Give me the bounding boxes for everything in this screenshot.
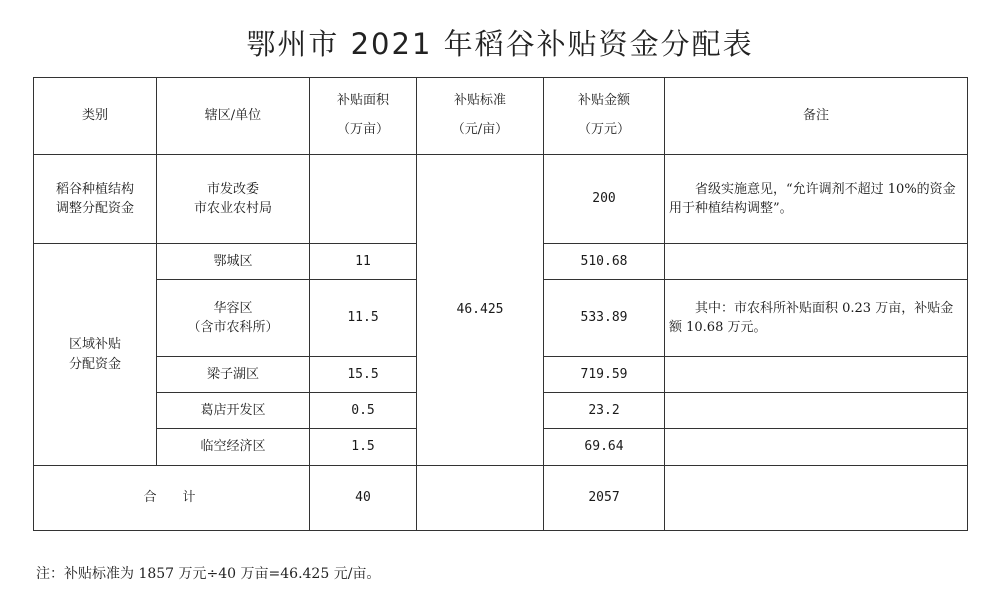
- remark-liangzihu: [665, 357, 968, 393]
- unit-echeng: 鄂城区: [157, 244, 310, 280]
- area-huarong: 11.5: [310, 280, 417, 357]
- header-standard: [417, 78, 544, 155]
- amount-liangzihu: 719.59: [544, 357, 665, 393]
- unit-adjust-line2: 市农业农村局: [193, 201, 272, 216]
- table-row: [34, 155, 968, 244]
- header-standard-line2: （元/亩）: [451, 122, 509, 137]
- area-adjust: [310, 155, 417, 244]
- category-regional-line1: 区域补贴: [68, 337, 121, 352]
- remark-echeng: [665, 244, 968, 280]
- header-area-line2: （万亩）: [336, 122, 389, 137]
- total-amount: 2057: [544, 466, 665, 531]
- footnote: 注：补贴标准为 1857 万元÷40 万亩=46.425 元/亩。: [36, 566, 381, 582]
- area-liangzihu: 15.5: [310, 357, 417, 393]
- unit-liangzihu: 梁子湖区: [157, 357, 310, 393]
- header-amount: [544, 78, 665, 155]
- category-regional-line2: 分配资金: [68, 356, 121, 372]
- area-echeng: 11: [310, 244, 417, 280]
- remark-gedian: [665, 393, 968, 429]
- remark-adjust-text: 省级实施意见，“允许调剂不超过 10%的资金用于种植结构调整”。: [669, 181, 956, 216]
- total-area: 40: [310, 466, 417, 531]
- unit-gedian: 葛店开发区: [157, 393, 310, 429]
- header-amount-line1: 补贴金额: [577, 93, 630, 109]
- amount-gedian: 23.2: [544, 393, 665, 429]
- area-gedian: 0.5: [310, 393, 417, 429]
- amount-adjust: 200: [544, 155, 665, 244]
- unit-adjust: [157, 155, 310, 244]
- total-row: [34, 466, 968, 531]
- category-adjust-line2: 调整分配资金: [55, 201, 134, 216]
- remark-huarong-text: 其中：市农科所补贴面积 0.23 万亩，补贴金额 10.68 万元。: [669, 300, 954, 335]
- remark-linkong: [665, 429, 968, 466]
- unit-huarong-line1: 华容区: [213, 300, 253, 316]
- remark-huarong: [665, 280, 968, 357]
- category-adjust: [34, 155, 157, 244]
- header-unit: 辖区/单位: [157, 78, 310, 155]
- subsidy-table: [33, 77, 968, 531]
- header-remark: 备注: [665, 78, 968, 155]
- total-standard: [417, 466, 544, 531]
- unit-huarong: [157, 280, 310, 357]
- unit-huarong-line2: （含市农科所）: [187, 320, 279, 335]
- total-remark: [665, 466, 968, 531]
- category-adjust-line1: 稻谷种植结构: [55, 181, 134, 197]
- unit-linkong: 临空经济区: [157, 429, 310, 466]
- area-linkong: 1.5: [310, 429, 417, 466]
- unit-adjust-line1: 市发改委: [206, 181, 259, 197]
- header-category: 类别: [34, 78, 157, 155]
- page-title: 鄂州市 2021 年稻谷补贴资金分配表: [246, 27, 754, 61]
- header-area: [310, 78, 417, 155]
- amount-echeng: 510.68: [544, 244, 665, 280]
- header-row: [34, 78, 968, 155]
- header-standard-line1: 补贴标准: [453, 93, 506, 109]
- remark-adjust: [665, 155, 968, 244]
- subsidy-standard-cell: 46.425: [417, 155, 544, 466]
- amount-huarong: 533.89: [544, 280, 665, 357]
- header-amount-line2: （万元）: [577, 122, 630, 137]
- total-label: 合计: [34, 466, 310, 531]
- header-area-line1: 补贴面积: [336, 93, 389, 109]
- amount-linkong: 69.64: [544, 429, 665, 466]
- category-regional: [34, 244, 157, 466]
